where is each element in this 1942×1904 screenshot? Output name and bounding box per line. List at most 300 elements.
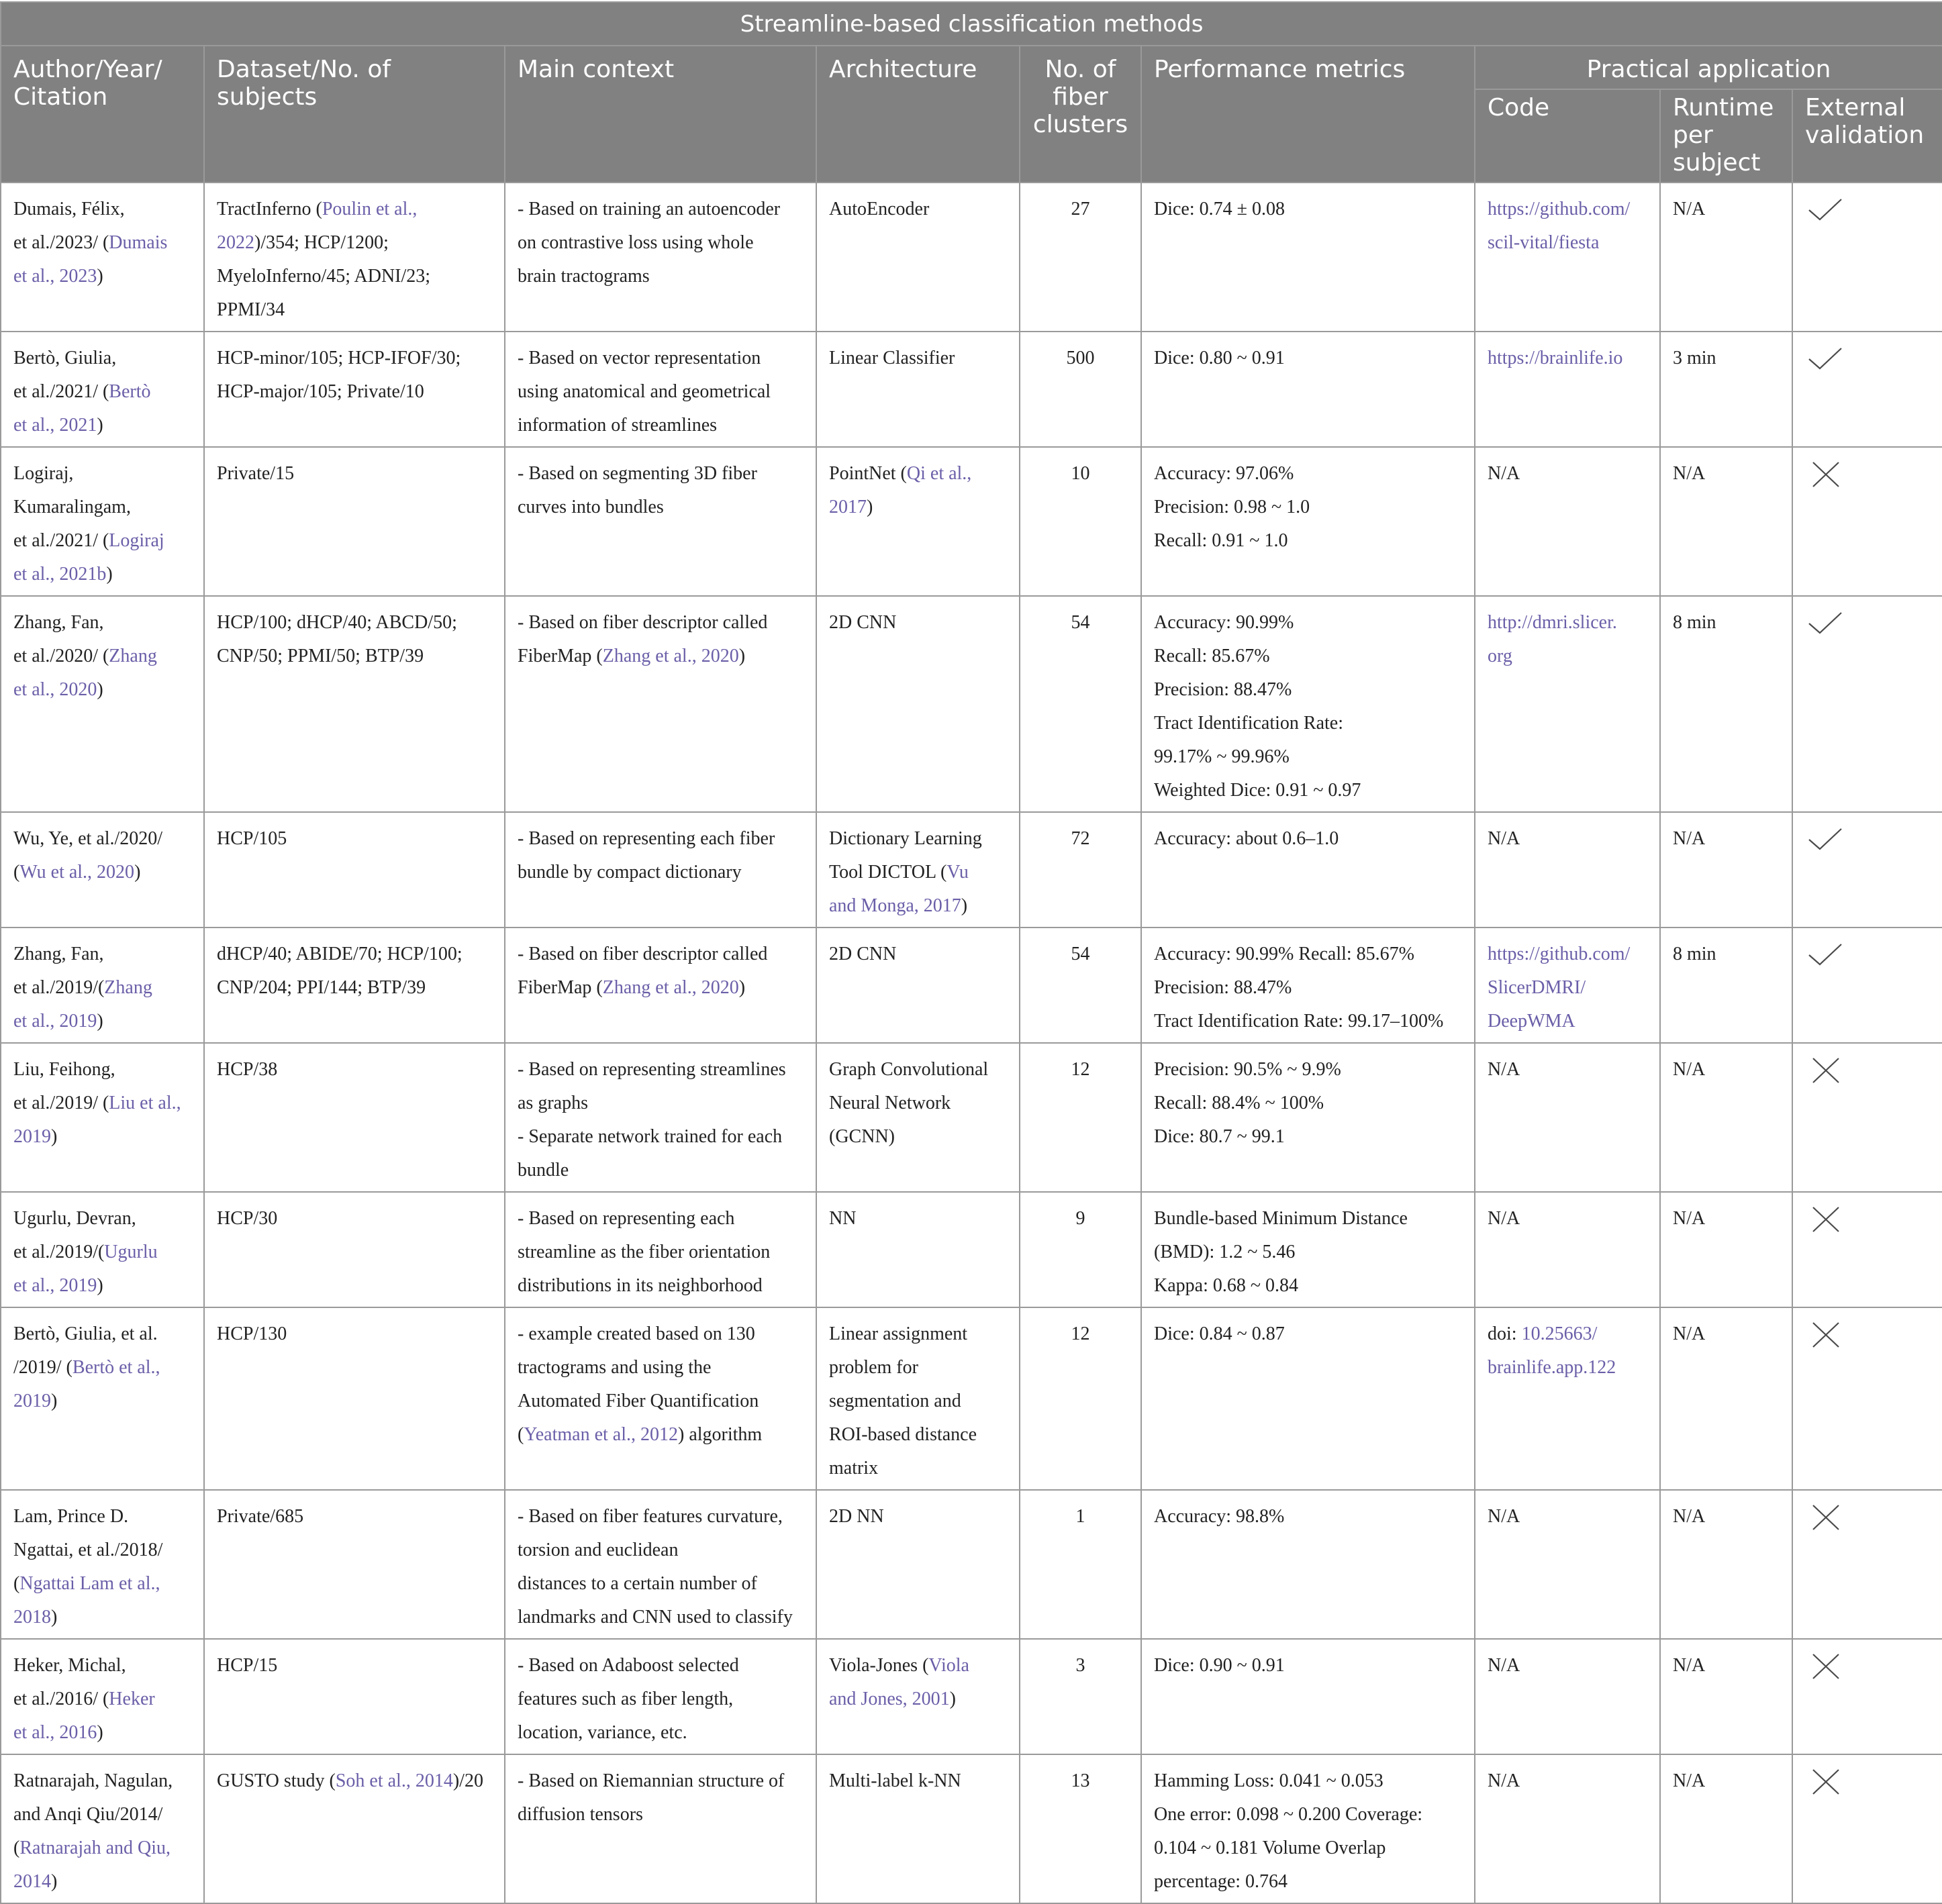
architecture-cell-line — [829, 1053, 1007, 1087]
code-cell — [1475, 183, 1660, 332]
cross-icon — [1805, 1056, 1845, 1085]
author-cell-line — [13, 375, 191, 409]
author-cell — [1, 183, 204, 332]
text: Dice: 80.7 ~ 99.1 — [1154, 1126, 1285, 1147]
code-cell — [1475, 596, 1660, 812]
text: segmentation and — [829, 1391, 961, 1411]
code-cell-line — [1488, 1317, 1647, 1351]
dataset-cell-line — [217, 640, 492, 673]
author-cell-line — [13, 409, 191, 442]
author-cell-line — [13, 1500, 191, 1534]
cross-icon — [1805, 1503, 1845, 1532]
author-cell-line — [13, 558, 191, 591]
context-cell-line — [518, 1202, 804, 1236]
text: as graphs — [518, 1093, 588, 1113]
citation-link[interactable]: 2019 — [13, 1126, 51, 1147]
code-cell — [1475, 1490, 1660, 1639]
clusters-cell: 12 — [1020, 1307, 1141, 1490]
text: Logiraj, — [13, 463, 74, 484]
citation-link[interactable]: Soh et al., 2014 — [335, 1770, 453, 1791]
author-cell-line — [13, 193, 191, 226]
author-cell-line — [13, 1798, 191, 1832]
text: ROI-based distance — [829, 1424, 977, 1445]
text: Dice: 0.74 ± 0.08 — [1154, 199, 1285, 219]
text: - Based on Riemannian structure of — [518, 1770, 785, 1791]
context-cell — [505, 1043, 816, 1192]
dataset-cell — [204, 183, 505, 332]
author-cell-line — [13, 260, 191, 293]
text: matrix — [829, 1458, 879, 1479]
col-header-practical: Practical application — [1475, 46, 1942, 89]
author-cell-line — [13, 457, 191, 491]
context-cell — [505, 1307, 816, 1490]
text: Lam, Prince D. — [13, 1506, 129, 1527]
author-cell-line — [13, 673, 191, 707]
text: MyeloInferno/45; ADNI/23; — [217, 266, 431, 287]
check-icon — [1805, 195, 1845, 225]
citation-link[interactable]: Zhang et al., 2020 — [602, 646, 739, 666]
context-cell-line — [518, 1500, 804, 1534]
architecture-cell — [816, 1639, 1020, 1754]
context-cell-line — [518, 1798, 804, 1832]
text: PPMI/34 — [217, 299, 285, 320]
text: One error: 0.098 ~ 0.200 Coverage: — [1154, 1804, 1423, 1825]
metrics-cell-line — [1154, 1317, 1462, 1351]
author-cell-line — [13, 1202, 191, 1236]
author-cell-line — [13, 606, 191, 640]
author-cell-line — [13, 1764, 191, 1798]
text: HCP-minor/105; HCP-IFOF/30; — [217, 348, 461, 368]
text: - Based on fiber descriptor called — [518, 944, 768, 964]
author-cell-line — [13, 1683, 191, 1716]
context-cell-line — [518, 938, 804, 971]
text: torsion and euclidean — [518, 1540, 679, 1560]
text: Tract Identification Rate: 99.17–100% — [1154, 1011, 1444, 1032]
author-cell-line — [13, 971, 191, 1005]
dataset-cell-line — [217, 1649, 492, 1683]
text: Accuracy: 90.99% — [1154, 612, 1294, 633]
architecture-cell-line — [829, 1418, 1007, 1452]
col-header-runtime: Runtime per subject — [1660, 89, 1792, 183]
col-header-dataset: Dataset/No. of subjects — [204, 46, 505, 183]
metrics-cell — [1141, 183, 1475, 332]
clusters-cell: 1 — [1020, 1490, 1141, 1639]
context-cell-line — [518, 375, 804, 409]
context-cell-line — [518, 457, 804, 491]
context-cell-line — [518, 1716, 804, 1750]
context-cell-line — [518, 1385, 804, 1418]
author-cell — [1, 1490, 204, 1639]
text: Accuracy: about 0.6–1.0 — [1154, 828, 1339, 849]
text: N/A — [1488, 1770, 1520, 1791]
table-row — [1, 1639, 1942, 1754]
context-cell-line — [518, 1120, 804, 1154]
citation-link[interactable]: Ugurlu — [104, 1242, 158, 1262]
context-cell-line — [518, 1418, 804, 1452]
dataset-cell — [204, 1307, 505, 1490]
author-cell-line — [13, 856, 191, 889]
metrics-cell-line — [1154, 1269, 1462, 1303]
citation-link[interactable]: 10.25663/ — [1521, 1323, 1598, 1344]
runtime-cell: N/A — [1660, 1639, 1792, 1754]
text: ) — [97, 1722, 103, 1743]
col-header-architecture: Architecture — [816, 46, 1020, 183]
metrics-cell-line — [1154, 707, 1462, 740]
context-cell — [505, 596, 816, 812]
citation-link[interactable]: https://github.com/ — [1488, 944, 1631, 964]
text: AutoEncoder — [829, 199, 930, 219]
table-row — [1, 447, 1942, 596]
context-cell-line — [518, 193, 804, 226]
text: TractInferno ( — [217, 199, 322, 219]
validation-cell — [1792, 1754, 1942, 1903]
citation-link[interactable]: and Monga, 2017 — [829, 895, 961, 916]
author-cell-line — [13, 1385, 191, 1418]
text: Precision: 88.47% — [1154, 679, 1292, 700]
text: Zhang, Fan, — [13, 944, 104, 964]
dataset-cell-line — [217, 971, 492, 1005]
context-cell-line — [518, 856, 804, 889]
metrics-cell — [1141, 812, 1475, 928]
text: et al./2020/ ( — [13, 646, 109, 666]
dataset-cell — [204, 447, 505, 596]
metrics-cell-line — [1154, 342, 1462, 375]
cross-icon — [1805, 1652, 1845, 1681]
check-icon — [1805, 609, 1845, 638]
clusters-cell: 13 — [1020, 1754, 1141, 1903]
citation-link[interactable]: and Jones, 2001 — [829, 1689, 950, 1709]
code-cell — [1475, 1192, 1660, 1307]
citation-link[interactable]: Viola — [928, 1655, 969, 1676]
dataset-cell-line — [217, 1053, 492, 1087]
text: Ugurlu, Devran, — [13, 1208, 136, 1229]
text: Private/15 — [217, 463, 295, 484]
author-cell-line — [13, 1005, 191, 1038]
dataset-cell-line — [217, 822, 492, 856]
dataset-cell-line — [217, 1500, 492, 1534]
metrics-cell-line — [1154, 1764, 1462, 1798]
metrics-cell-line — [1154, 524, 1462, 558]
text: - Based on training an autoencoder — [518, 199, 781, 219]
citation-link[interactable]: http://dmri.slicer. — [1488, 612, 1617, 633]
text: and Anqi Qiu/2014/ — [13, 1804, 163, 1825]
citation-link[interactable]: et al., 2023 — [13, 266, 97, 287]
validation-cell — [1792, 928, 1942, 1043]
code-cell-line — [1488, 1351, 1647, 1385]
citation-link[interactable]: et al., 2020 — [13, 679, 97, 700]
architecture-cell-line — [829, 1385, 1007, 1418]
context-cell-line — [518, 491, 804, 524]
context-cell-line — [518, 1053, 804, 1087]
cross-icon — [1805, 1205, 1845, 1234]
architecture-cell-line — [829, 822, 1007, 856]
author-cell-line — [13, 524, 191, 558]
citation-link[interactable]: et al., 2021b — [13, 564, 107, 585]
cross-icon — [1805, 1320, 1845, 1350]
text: Bertò, Giulia, — [13, 348, 117, 368]
author-cell-line — [13, 1832, 191, 1865]
author-cell-line — [13, 1567, 191, 1601]
author-cell — [1, 596, 204, 812]
context-cell-line — [518, 1683, 804, 1716]
dataset-cell — [204, 1490, 505, 1639]
text: ) — [97, 415, 103, 436]
text: Dictionary Learning — [829, 828, 982, 849]
text: HCP/130 — [217, 1323, 287, 1344]
context-cell-line — [518, 1236, 804, 1269]
text: Tool DICTOL ( — [829, 862, 947, 883]
context-cell — [505, 447, 816, 596]
text: CNP/50; PPMI/50; BTP/39 — [217, 646, 424, 666]
validation-cell — [1792, 1192, 1942, 1307]
citation-link[interactable]: Vu — [946, 862, 969, 883]
citation-link[interactable]: brainlife.app.122 — [1488, 1357, 1616, 1378]
text: - example created based on 130 — [518, 1323, 755, 1344]
table-row — [1, 812, 1942, 928]
text: Bertò, Giulia, et al. — [13, 1323, 158, 1344]
citation-link[interactable]: Poulin et al., — [322, 199, 418, 219]
author-cell-line — [13, 1317, 191, 1351]
streamline-methods-table — [0, 1, 1942, 1904]
text: distributions in its neighborhood — [518, 1275, 763, 1296]
runtime-cell: N/A — [1660, 1490, 1792, 1639]
text: diffusion tensors — [518, 1804, 643, 1825]
text: 2D NN — [829, 1506, 884, 1527]
context-cell-line — [518, 1351, 804, 1385]
architecture-cell — [816, 447, 1020, 596]
table-row — [1, 928, 1942, 1043]
metrics-cell-line — [1154, 1202, 1462, 1236]
validation-cell — [1792, 332, 1942, 447]
code-cell-line — [1488, 1500, 1647, 1534]
citation-link[interactable]: 2019 — [13, 1391, 51, 1411]
author-cell — [1, 1192, 204, 1307]
text: 2D CNN — [829, 612, 897, 633]
author-cell — [1, 928, 204, 1043]
text: N/A — [1488, 463, 1520, 484]
cross-icon — [1805, 460, 1845, 489]
citation-link[interactable]: 2017 — [829, 497, 867, 517]
validation-cell — [1792, 183, 1942, 332]
text: ) — [51, 1126, 58, 1147]
citation-link[interactable]: scil-vital/fiesta — [1488, 232, 1600, 253]
runtime-cell: N/A — [1660, 183, 1792, 332]
text: ) — [134, 862, 141, 883]
text: Precision: 0.98 ~ 1.0 — [1154, 497, 1310, 517]
text: FiberMap ( — [518, 977, 603, 998]
citation-link[interactable]: Liu et al., — [109, 1093, 181, 1113]
metrics-cell-line — [1154, 1120, 1462, 1154]
text: et al./2023/ ( — [13, 232, 109, 253]
text: GUSTO study ( — [217, 1770, 336, 1791]
citation-link[interactable]: Qi et al., — [906, 463, 972, 484]
architecture-cell-line — [829, 342, 1007, 375]
architecture-cell — [816, 1754, 1020, 1903]
author-cell-line — [13, 342, 191, 375]
author-cell — [1, 812, 204, 928]
text: N/A — [1488, 1655, 1520, 1676]
text: Recall: 85.67% — [1154, 646, 1270, 666]
author-cell-line — [13, 640, 191, 673]
text: ) — [51, 1607, 58, 1627]
architecture-cell-line — [829, 1764, 1007, 1798]
text: ) — [949, 1689, 956, 1709]
metrics-cell — [1141, 1754, 1475, 1903]
text: percentage: 0.764 — [1154, 1871, 1288, 1892]
metrics-cell-line — [1154, 1087, 1462, 1120]
author-cell-line — [13, 1120, 191, 1154]
text: ) — [738, 977, 746, 998]
architecture-cell — [816, 183, 1020, 332]
text: Kumaralingam, — [13, 497, 131, 517]
metrics-cell-line — [1154, 1649, 1462, 1683]
architecture-cell-line — [829, 856, 1007, 889]
metrics-cell-line — [1154, 938, 1462, 971]
text: - Based on representing streamlines — [518, 1059, 786, 1080]
citation-link[interactable]: 2014 — [13, 1871, 51, 1892]
text: Weighted Dice: 0.91 ~ 0.97 — [1154, 780, 1361, 801]
author-cell-line — [13, 1053, 191, 1087]
code-cell-line — [1488, 457, 1647, 491]
citation-link[interactable]: SlicerDMRI/ — [1488, 977, 1586, 998]
code-cell-line — [1488, 1649, 1647, 1683]
context-cell-line — [518, 1764, 804, 1798]
architecture-cell-line — [829, 1500, 1007, 1534]
text: (BMD): 1.2 ~ 5.46 — [1154, 1242, 1296, 1262]
text: Precision: 90.5% ~ 9.9% — [1154, 1059, 1341, 1080]
citation-link[interactable]: Zhang — [104, 977, 152, 998]
citation-link[interactable]: Yeatman et al., 2012 — [524, 1424, 679, 1445]
text: Bundle-based Minimum Distance — [1154, 1208, 1408, 1229]
dataset-cell-line — [217, 1202, 492, 1236]
citation-link[interactable]: Ngattai Lam et al., — [19, 1573, 160, 1594]
text: Accuracy: 98.8% — [1154, 1506, 1285, 1527]
code-cell — [1475, 1043, 1660, 1192]
citation-link[interactable]: Zhang et al., 2020 — [602, 977, 739, 998]
citation-link[interactable]: Heker — [109, 1689, 155, 1709]
code-cell — [1475, 447, 1660, 596]
text: Automated Fiber Quantification — [518, 1391, 759, 1411]
author-cell-line — [13, 1269, 191, 1303]
metrics-cell — [1141, 1639, 1475, 1754]
citation-link[interactable]: DeepWMA — [1488, 1011, 1575, 1032]
text: ) — [106, 564, 113, 585]
code-cell-line — [1488, 971, 1647, 1005]
runtime-cell: N/A — [1660, 1307, 1792, 1490]
text: Kappa: 0.68 ~ 0.84 — [1154, 1275, 1299, 1296]
context-cell-line — [518, 1317, 804, 1351]
context-cell — [505, 1639, 816, 1754]
text: distances to a certain number of — [518, 1573, 757, 1594]
citation-link[interactable]: et al., 2019 — [13, 1011, 97, 1032]
context-cell — [505, 812, 816, 928]
context-cell-line — [518, 606, 804, 640]
code-cell-line — [1488, 1764, 1647, 1798]
table-row — [1, 332, 1942, 447]
architecture-cell-line — [829, 1351, 1007, 1385]
context-cell-line — [518, 226, 804, 260]
context-cell-line — [518, 1567, 804, 1601]
code-cell — [1475, 332, 1660, 447]
dataset-cell-line — [217, 293, 492, 327]
metrics-cell-line — [1154, 457, 1462, 491]
code-cell-line — [1488, 342, 1647, 375]
code-cell-line — [1488, 938, 1647, 971]
citation-link[interactable]: https://github.com/ — [1488, 199, 1631, 219]
text: et al./2021/ ( — [13, 381, 109, 402]
code-cell-line — [1488, 226, 1647, 260]
code-cell-line — [1488, 193, 1647, 226]
table-title: Streamline-based classification methods — [1, 2, 1942, 46]
dataset-cell — [204, 1639, 505, 1754]
context-cell — [505, 1754, 816, 1903]
text: - Based on Adaboost selected — [518, 1655, 739, 1676]
architecture-cell-line — [829, 1202, 1007, 1236]
text: Viola-Jones ( — [829, 1655, 929, 1676]
table-row — [1, 1307, 1942, 1490]
citation-link[interactable]: 2022 — [217, 232, 254, 253]
text: Ngattai, et al./2018/ — [13, 1540, 163, 1560]
text: et al./2016/ ( — [13, 1689, 109, 1709]
validation-cell — [1792, 1307, 1942, 1490]
author-cell-line — [13, 1649, 191, 1683]
code-cell-line — [1488, 1005, 1647, 1038]
text: Liu, Feihong, — [13, 1059, 115, 1080]
citation-link[interactable]: et al., 2016 — [13, 1722, 97, 1743]
citation-link[interactable]: Ratnarajah and Qiu, — [19, 1838, 171, 1858]
author-cell-line — [13, 491, 191, 524]
citation-link[interactable]: et al., 2021 — [13, 415, 97, 436]
text: N/A — [1488, 1506, 1520, 1527]
citation-link[interactable]: Bertò — [109, 381, 151, 402]
text: Accuracy: 97.06% — [1154, 463, 1294, 484]
text: ) — [51, 1391, 58, 1411]
citation-link[interactable]: https://brainlife.io — [1488, 348, 1623, 368]
metrics-cell-line — [1154, 971, 1462, 1005]
citation-link[interactable]: Bertò et al., — [72, 1357, 160, 1378]
author-cell-line — [13, 822, 191, 856]
architecture-cell — [816, 1307, 1020, 1490]
text: brain tractograms — [518, 266, 650, 287]
runtime-cell: N/A — [1660, 812, 1792, 928]
text: ) — [867, 497, 873, 517]
citation-link[interactable]: 2018 — [13, 1607, 51, 1627]
citation-link[interactable]: org — [1488, 646, 1512, 666]
text: Zhang, Fan, — [13, 612, 104, 633]
citation-link[interactable]: Wu et al., 2020 — [19, 862, 135, 883]
text: )/20 — [452, 1770, 483, 1791]
text: - Based on representing each — [518, 1208, 735, 1229]
text: bundle by compact dictionary — [518, 862, 742, 883]
citation-link[interactable]: et al., 2019 — [13, 1275, 97, 1296]
dataset-cell-line — [217, 1764, 492, 1798]
context-cell-line — [518, 342, 804, 375]
citation-link[interactable]: Zhang — [109, 646, 157, 666]
author-cell-line — [13, 1865, 191, 1899]
citation-link[interactable]: Dumais — [109, 232, 168, 253]
table-row — [1, 1754, 1942, 1903]
metrics-cell — [1141, 332, 1475, 447]
context-cell-line — [518, 1649, 804, 1683]
author-cell — [1, 1639, 204, 1754]
metrics-cell-line — [1154, 1005, 1462, 1038]
citation-link[interactable]: Logiraj — [109, 530, 164, 551]
text: location, variance, etc. — [518, 1722, 687, 1743]
architecture-cell-line — [829, 938, 1007, 971]
text: Wu, Ye, et al./2020/ — [13, 828, 163, 849]
context-cell-line — [518, 971, 804, 1005]
metrics-cell-line — [1154, 491, 1462, 524]
